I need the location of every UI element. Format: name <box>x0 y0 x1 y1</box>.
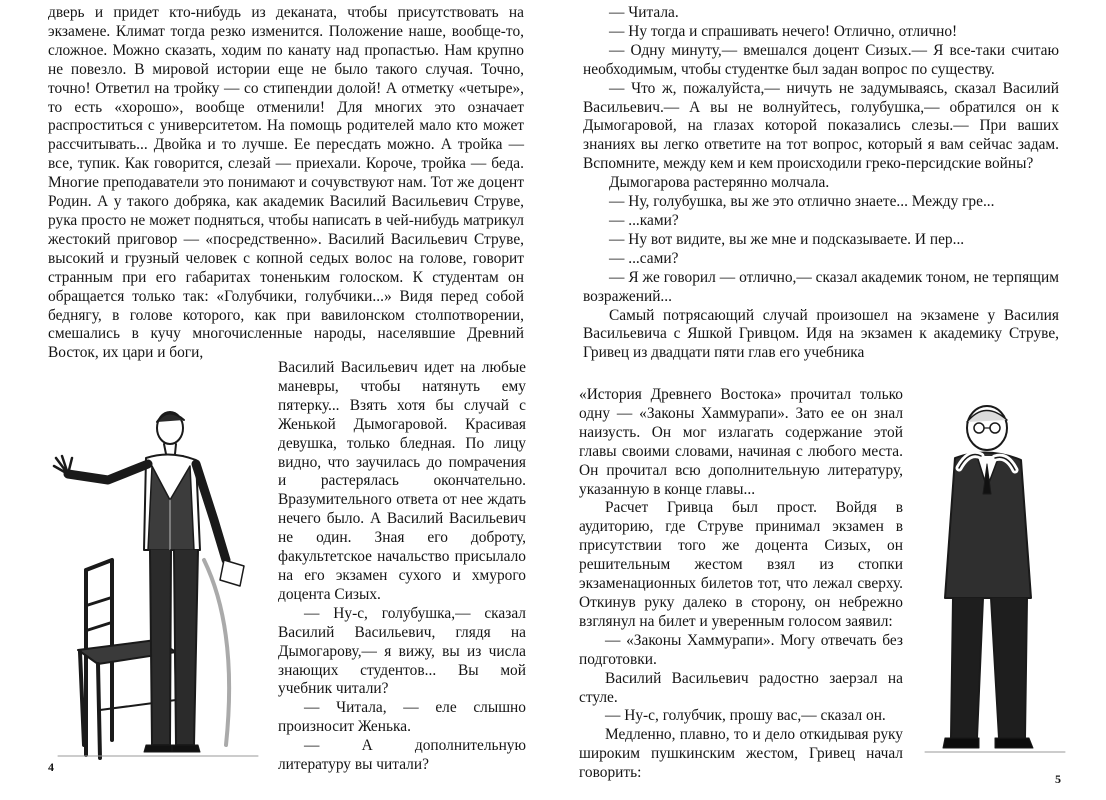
paragraph: Медленно, плавно, то и дело откидывая руку широким пушкинским жестом, Гривец начал говорить: <box>579 726 903 782</box>
paragraph: дверь и придет кто-нибудь из деканата, чтобы присутствовать на экзамене. Климат тогда резко изменится. Положение наше, вообще-то, сложное. Можно сказать, ходим по канату над пропастью. Нам крупно не повезло. В мировой истории еще не было такого случая. Точно, точно! Ответил на тройку — со стипендии долой! А отметку «четыре», то есть «хорошо», вообще отменили! Для многих это означает распроститься с университетом. На помощь родителей мало кто может рассчитывать... Двойка и то лучше. Ее пересдать можно. А тройка — все, тупик. Как говорится, слезай — приехали. Короче, тройка — беда. Многие преподаватели это понимают и сочувствуют нам. Тот же доцент Родин. А у такого добряка, как академик Василий Васильевич Струве, рука просто не может подняться, чтобы написать в чей-нибудь матрикул жестокий приговор — «посредственно». Василий Васильевич Струве, высокий и грузный человек с копной седых волос на голове, говорит странным при его габаритах тоненьким голоском. К студентам он обращается только так: «Голубчики, голубчики...» Видя перед собой беднягу, в голове которого, как при вавилонском столпотворении, смешались в кучу многочисленные народы, населявшие Древний Восток, их цари и боги, <box>48 4 524 362</box>
paragraph: — Ну тогда и спрашивать нечего! Отлично, отлично! <box>609 22 958 40</box>
paragraph: — Я же говорил — отлично,— сказал академик тоном, не терпящим возражений... <box>583 268 1059 305</box>
paragraph: Расчет Гривца был прост. Войдя в аудиторию, где Струве принимал экзамен в присутствии того же доцента Сизых, он решительным жестом взял из стопки экзаменационных билетов тот, что лежал сверху. Откинув руку далеко в сторону, он небрежно взглянул на билет и уверенным голосом заявил: <box>579 499 903 630</box>
left-column-text <box>278 359 526 775</box>
paragraph: — ...сами? <box>609 249 679 267</box>
paragraph: — Одну минуту,— вмешался доцент Сизых.— Я все-таки считаю необходимым, чтобы студентке был задан вопрос по существу. <box>583 41 1059 78</box>
paragraph: «История Древнего Востока» прочитал только одну — «Законы Хаммурапи». Зато ее он знал наизусть. Он мог излагать содержание этой главы своими словами, начиная с любого места. Он прочитал всю дополнительную литературу, указанную в конце главы... <box>579 386 903 498</box>
page-number-right: 5 <box>1055 772 1061 786</box>
paragraph: — «Законы Хаммурапи». Могу отвечать без подготовки. <box>579 631 903 668</box>
left-top-text <box>48 4 524 363</box>
paragraph: Василий Васильевич радостно заерзал на стуле. <box>579 669 903 706</box>
student-with-chair-illustration <box>38 400 278 760</box>
paragraph: — Ну, голубушка, вы же это отлично знаете... Между гре... <box>609 193 995 211</box>
paragraph: — А дополнительную литературу вы читали? <box>278 737 526 774</box>
right-column-text <box>579 386 903 783</box>
paragraph: — Читала, — еле слышно произносит Женька. <box>278 699 526 736</box>
page-number-left: 4 <box>48 760 54 774</box>
paragraph: Василий Васильевич идет на любые маневры, чтобы натянуть ему пятерку... Взять хотя бы случай с Женькой Дымогаровой. Красивая девушка, только бледная. По лицу видно, что заучилась до помрачения и растерялась окончательно. Вразумительного ответа от нее ждать нечего было. А Василий Васильевич не один. Зная его доброту, факультетское начальство присылало на его экзамен сухого и хмурого доцента Сизых. <box>278 359 526 603</box>
paragraph: — ...ками? <box>609 211 679 229</box>
paragraph: — Ну-с, голубушка,— сказал Василий Васильевич, глядя на Дымогарову,— я вижу, вы из числа знающих студентов... Вы мой учебник читали? <box>278 604 526 698</box>
paragraph: — Читала. <box>609 4 679 21</box>
paragraph: — Ну вот видите, вы же мне и подсказываете. И пер... <box>609 230 965 248</box>
paragraph: Самый потрясающий случай произошел на экзамене у Василия Васильевича с Яшкой Гривцом. Идя на экзамен к академику Струве, Гривец из двадцати пяти глав его учебника <box>583 306 1059 362</box>
paragraph: — Что ж, пожалуйста,— ничуть не задумываясь, сказал Василий Васильевич.— А вы не волнуйтесь, голубушка,— обратился он к Дымогаровой, на глазах которой показались слезы.— При ваших знаниях вы легко ответите на тот вопрос, который я вам сейчас задам. Вспомните, между кем и кем происходили греко-персидские войны? <box>583 79 1059 173</box>
paragraph: Дымогарова растерянно молчала. <box>609 174 830 192</box>
professor-illustration <box>915 398 1075 758</box>
paragraph: — Ну-с, голубчик, прошу вас,— сказал он. <box>605 707 886 725</box>
right-top-text <box>583 4 1059 363</box>
right-page <box>553 0 1106 800</box>
